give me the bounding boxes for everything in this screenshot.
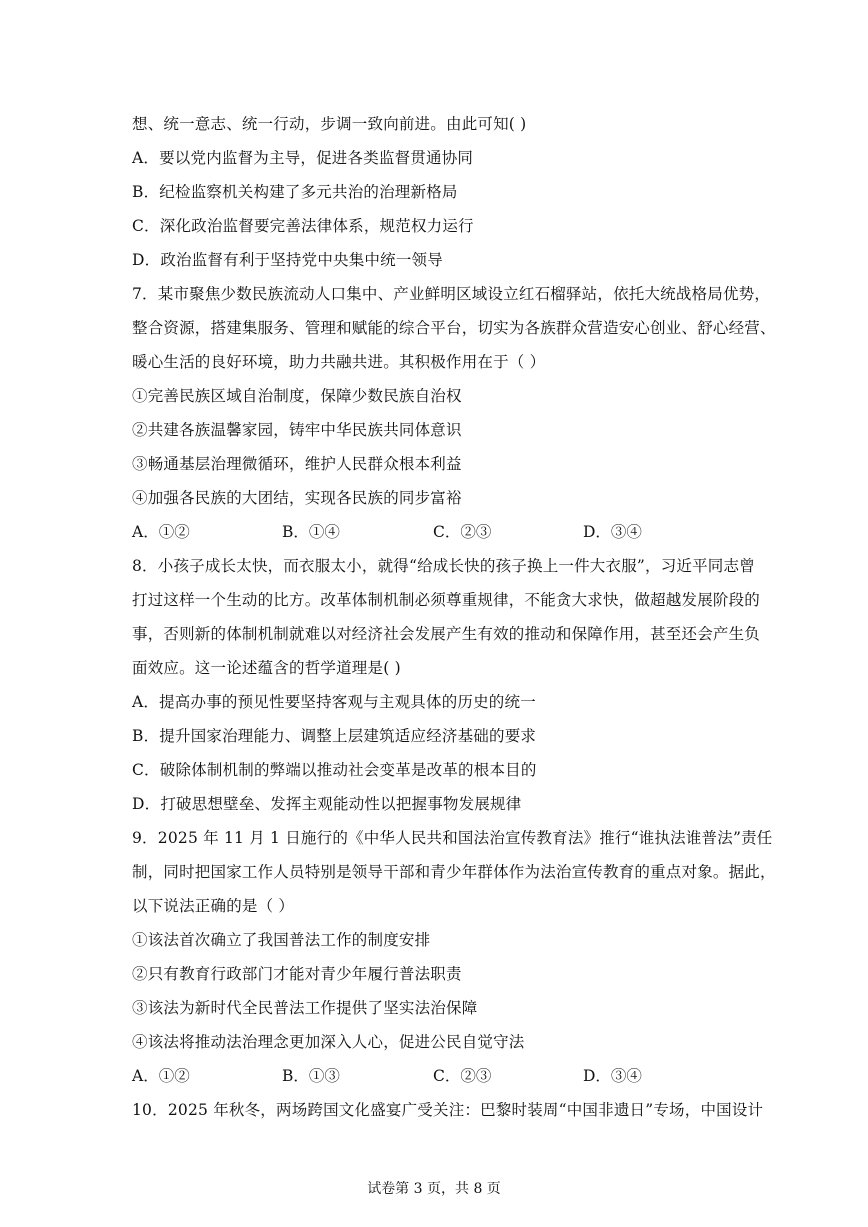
q7-option-a: A．①② — [132, 523, 190, 541]
q7-stem-line-3: 暖心生活的良好环境，助力共融共进。其积极作用在于（ ） — [132, 353, 546, 371]
q10-stem-line-1: 10．2025 年秋冬，两场跨国文化盛宴广受关注：巴黎时装周“中国非遗日”专场，中国设计 — [132, 1101, 764, 1119]
q6-option-d: D．政治监督有利于坚持党中央集中统一领导 — [132, 251, 443, 269]
q6-option-a: A．要以党内监督为主导，促进各类监督贯通协同 — [132, 149, 474, 167]
q8-option-d: D．打破思想壁垒、发挥主观能动性以把握事物发展规律 — [132, 795, 522, 813]
q7-statement-4: ④加强各民族的大团结，实现各民族的同步富裕 — [132, 489, 462, 507]
q7-options — [132, 522, 752, 542]
q7-option-c: C．②③ — [433, 523, 492, 541]
q9-stem-line-1: 9．2025 年 11 月 1 日施行的《中华人民共和国法治宣传教育法》推行“谁执法谁普法”责任 — [132, 829, 773, 847]
q9-statement-2: ②只有教育行政部门才能对青少年履行普法职责 — [132, 965, 462, 983]
q6-stem-end: 想、统一意志、统一行动，步调一致向前进。由此可知( ) — [132, 115, 527, 133]
q9-statement-4: ④该法将推动法治理念更加深入人心，促进公民自觉守法 — [132, 1033, 525, 1051]
q7-stem-line-2: 整合资源，搭建集服务、管理和赋能的综合平台，切实为各族群众营造安心创业、舒心经营、 — [132, 319, 776, 337]
q8-option-c: C．破除体制机制的弊端以推动社会变革是改革的根本目的 — [132, 761, 537, 779]
q9-statement-1: ①该法首次确立了我国普法工作的制度安排 — [132, 931, 431, 949]
page-footer: 试卷第 3 页，共 8 页 — [367, 1181, 501, 1197]
q7-statement-3: ③畅通基层治理微循环，维护人民群众根本利益 — [132, 455, 462, 473]
q9-stem-line-2: 制，同时把国家工作人员特别是领导干部和青少年群体作为法治宣传教育的重点对象。据此， — [132, 863, 776, 881]
q9-option-a: A．①② — [132, 1067, 190, 1085]
q7-option-d: D．③④ — [583, 523, 642, 541]
q9-option-b: B．①③ — [282, 1067, 340, 1085]
q8-option-b: B．提升国家治理能力、调整上层建筑适应经济基础的要求 — [132, 727, 537, 745]
q7-option-b: B．①④ — [282, 523, 340, 541]
q8-stem-line-3: 事，否则新的体制机制就难以对经济社会发展产生有效的推动和保障作用，甚至还会产生负 — [132, 625, 761, 643]
q9-option-d: D．③④ — [583, 1067, 642, 1085]
q7-statement-1: ①完善民族区域自治制度，保障少数民族自治权 — [132, 387, 462, 405]
q9-options — [132, 1066, 752, 1086]
q9-option-c: C．②③ — [433, 1067, 492, 1085]
q8-stem-line-1: 8．小孩子成长太快，而衣服太小，就得“给成长快的孩子换上一件大衣服”，习近平同志曾 — [132, 557, 755, 575]
q8-stem-line-4: 面效应。这一论述蕴含的哲学道理是( ) — [132, 659, 401, 677]
q9-stem-line-3: 以下说法正确的是（ ） — [132, 897, 295, 915]
q8-option-a: A．提高办事的预见性要坚持客观与主观具体的历史的统一 — [132, 693, 536, 711]
q7-statement-2: ②共建各族温馨家园，铸牢中华民族共同体意识 — [132, 421, 462, 439]
q9-statement-3: ③该法为新时代全民普法工作提供了坚实法治保障 — [132, 999, 478, 1017]
q6-option-b: B．纪检监察机关构建了多元共治的治理新格局 — [132, 183, 458, 201]
q6-option-c: C．深化政治监督要完善法律体系，规范权力运行 — [132, 217, 474, 235]
q7-stem-line-1: 7．某市聚焦少数民族流动人口集中、产业鲜明区域设立红石榴驿站，依托大统战格局优势， — [132, 285, 771, 303]
q8-stem-line-2: 打过这样一个生动的比方。改革体制机制必须尊重规律，不能贪大求快，做超越发展阶段的 — [132, 591, 761, 609]
